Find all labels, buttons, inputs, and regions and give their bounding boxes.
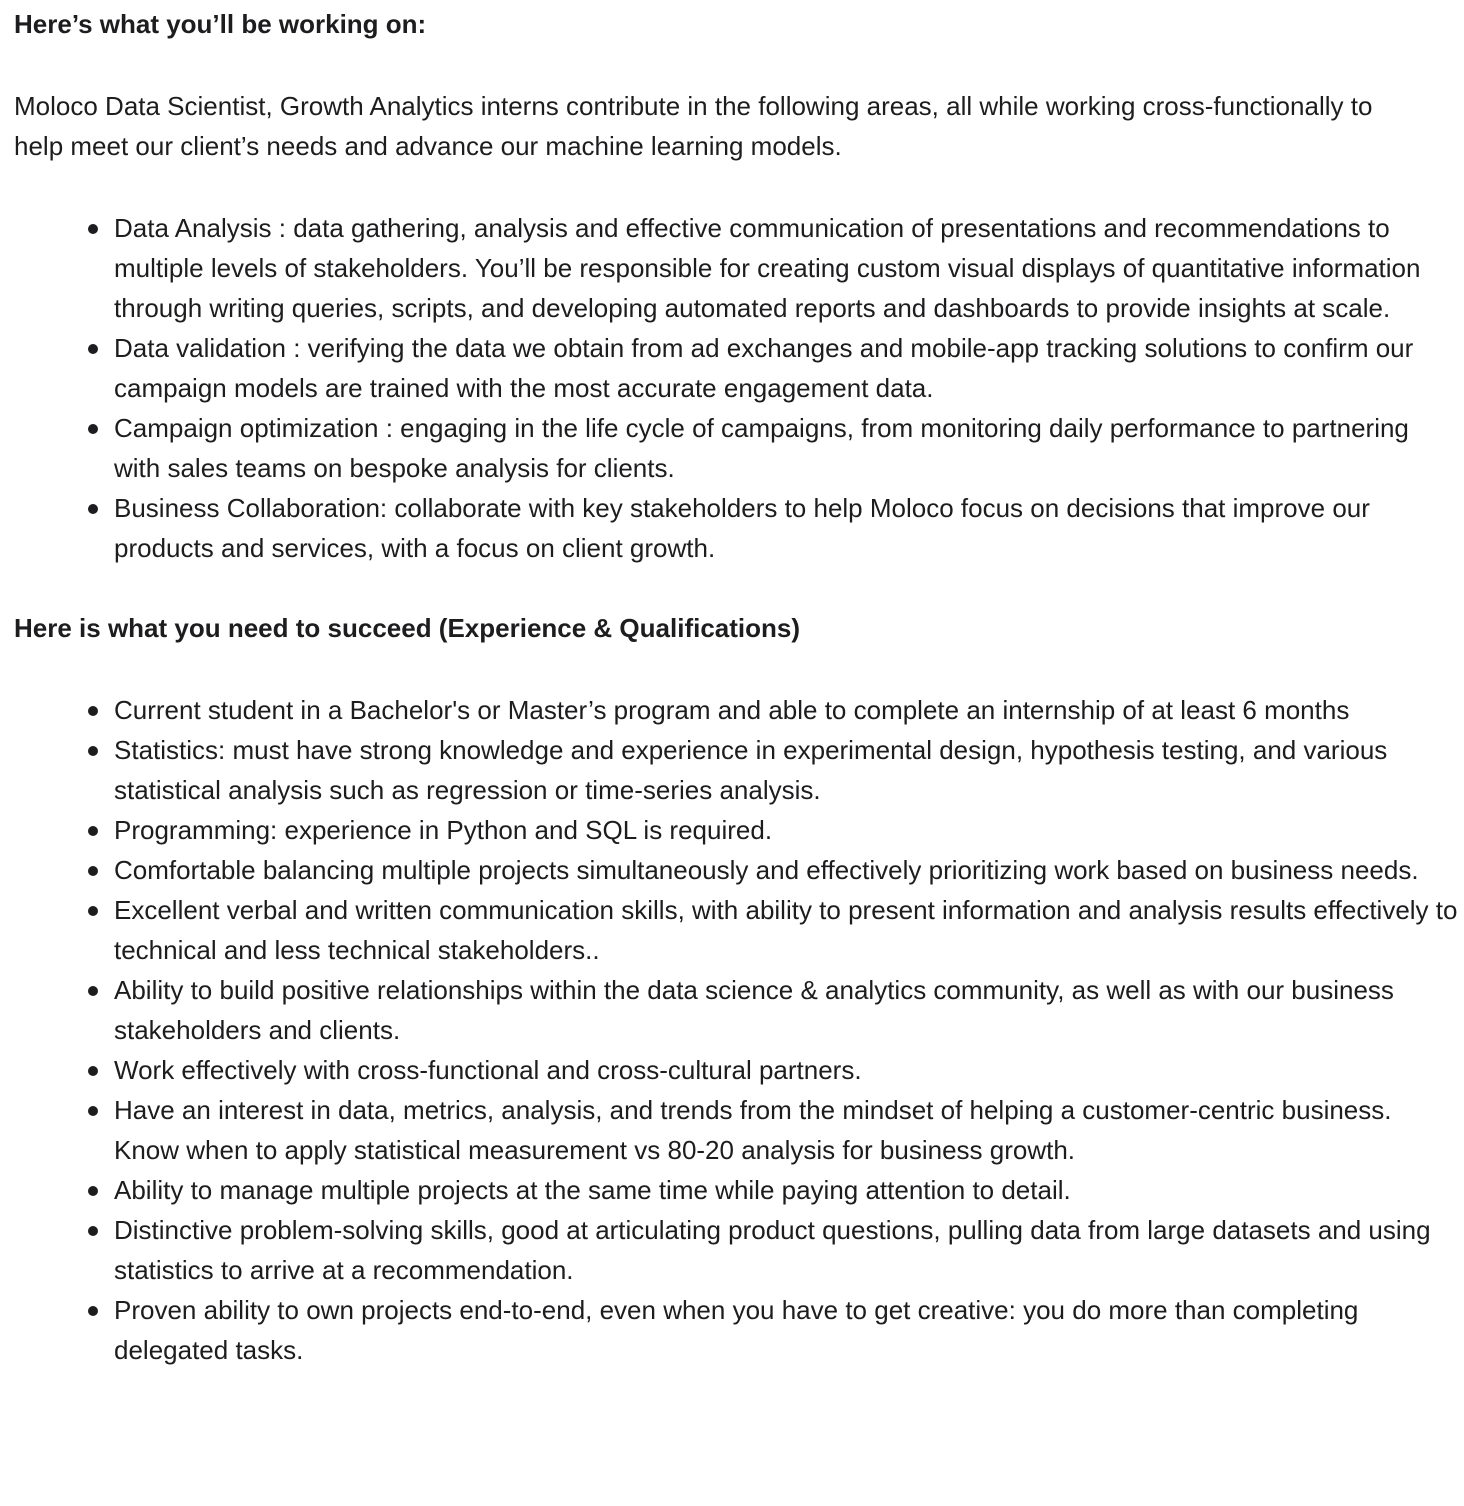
list-item (114, 1290, 1460, 1370)
list-item (114, 850, 1460, 890)
list-item (114, 810, 1460, 850)
qualifications-list (14, 690, 1460, 1370)
bullet-icon (88, 1066, 98, 1076)
list-item-text: Campaign optimization : engaging in the life cycle of campaigns, from monitoring daily performance to partnering with sales teams on bespoke analysis for clients. (114, 413, 1409, 483)
list-item-text: Data validation : verifying the data we obtain from ad exchanges and mobile-app tracking solutions to confirm our campaign models are trained with the most accurate engagement data. (114, 333, 1414, 403)
intro-paragraph: Moloco Data Scientist, Growth Analytics interns contribute in the following areas, all while working cross-functionally to help meet our client’s needs and advance our machine learning models. (14, 91, 1373, 161)
list-item-text: Have an interest in data, metrics, analysis, and trends from the mindset of helping a customer-centric business. Know when to apply statistical measurement vs 80-20 analysis for business growth. (114, 1095, 1392, 1165)
list-item-text: Comfortable balancing multiple projects simultaneously and effectively prioritizing work based on business needs. (114, 855, 1419, 885)
bullet-icon (88, 504, 98, 514)
list-item-text: Current student in a Bachelor's or Master’s program and able to complete an internship of at least 6 months (114, 695, 1350, 725)
list-item-text: Distinctive problem-solving skills, good at articulating product questions, pulling data from large datasets and using statistics to arrive at a recommendation. (114, 1215, 1431, 1285)
list-item (114, 970, 1460, 1050)
bullet-icon (88, 1226, 98, 1236)
bullet-icon (88, 1306, 98, 1316)
list-item-text: Work effectively with cross-functional and cross-cultural partners. (114, 1055, 862, 1085)
section-heading-qualifications: Here is what you need to succeed (Experience & Qualifications) (14, 613, 801, 643)
list-item (114, 1170, 1460, 1210)
list-item-text: Proven ability to own projects end-to-end, even when you have to get creative: you do more than completing delegated tasks. (114, 1295, 1359, 1365)
bullet-icon (88, 706, 98, 716)
bullet-icon (88, 826, 98, 836)
list-item-text: Programming: experience in Python and SQL is required. (114, 815, 773, 845)
bullet-icon (88, 906, 98, 916)
bullet-icon (88, 424, 98, 434)
responsibilities-list (14, 208, 1460, 568)
list-item-text: Excellent verbal and written communication skills, with ability to present information and analysis results effectively to technical and less technical stakeholders.. (114, 895, 1458, 965)
list-item-text: Ability to build positive relationships within the data science & analytics community, as well as with our business stakeholders and clients. (114, 975, 1394, 1045)
bullet-icon (88, 866, 98, 876)
list-item-text: Data Analysis : data gathering, analysis and effective communication of presentations and recommendations to multiple levels of stakeholders. You’ll be responsible for creating custom visual displays of quantitative information through writing queries, scripts, and developing automated reports and dashboards to provide insights at scale. (114, 213, 1421, 323)
list-item (114, 690, 1460, 730)
list-item (114, 1050, 1460, 1090)
bullet-icon (88, 746, 98, 756)
list-item (114, 890, 1460, 970)
list-item-text: Statistics: must have strong knowledge and experience in experimental design, hypothesis testing, and various statistical analysis such as regression or time-series analysis. (114, 735, 1388, 805)
list-item (114, 730, 1460, 810)
list-item (114, 328, 1444, 408)
list-item (114, 488, 1444, 568)
list-item-text: Business Collaboration: collaborate with key stakeholders to help Moloco focus on decisions that improve our products and services, with a focus on client growth. (114, 493, 1370, 563)
list-item (114, 208, 1444, 328)
list-item (114, 1210, 1460, 1290)
section-heading-working-on: Here’s what you’ll be working on: (14, 9, 427, 39)
list-item (114, 408, 1444, 488)
bullet-icon (88, 1106, 98, 1116)
bullet-icon (88, 1186, 98, 1196)
bullet-icon (88, 344, 98, 354)
bullet-icon (88, 986, 98, 996)
bullet-icon (88, 224, 98, 234)
job-description (14, 0, 1460, 1370)
list-item-text: Ability to manage multiple projects at the same time while paying attention to detail. (114, 1175, 1071, 1205)
list-item (114, 1090, 1460, 1170)
